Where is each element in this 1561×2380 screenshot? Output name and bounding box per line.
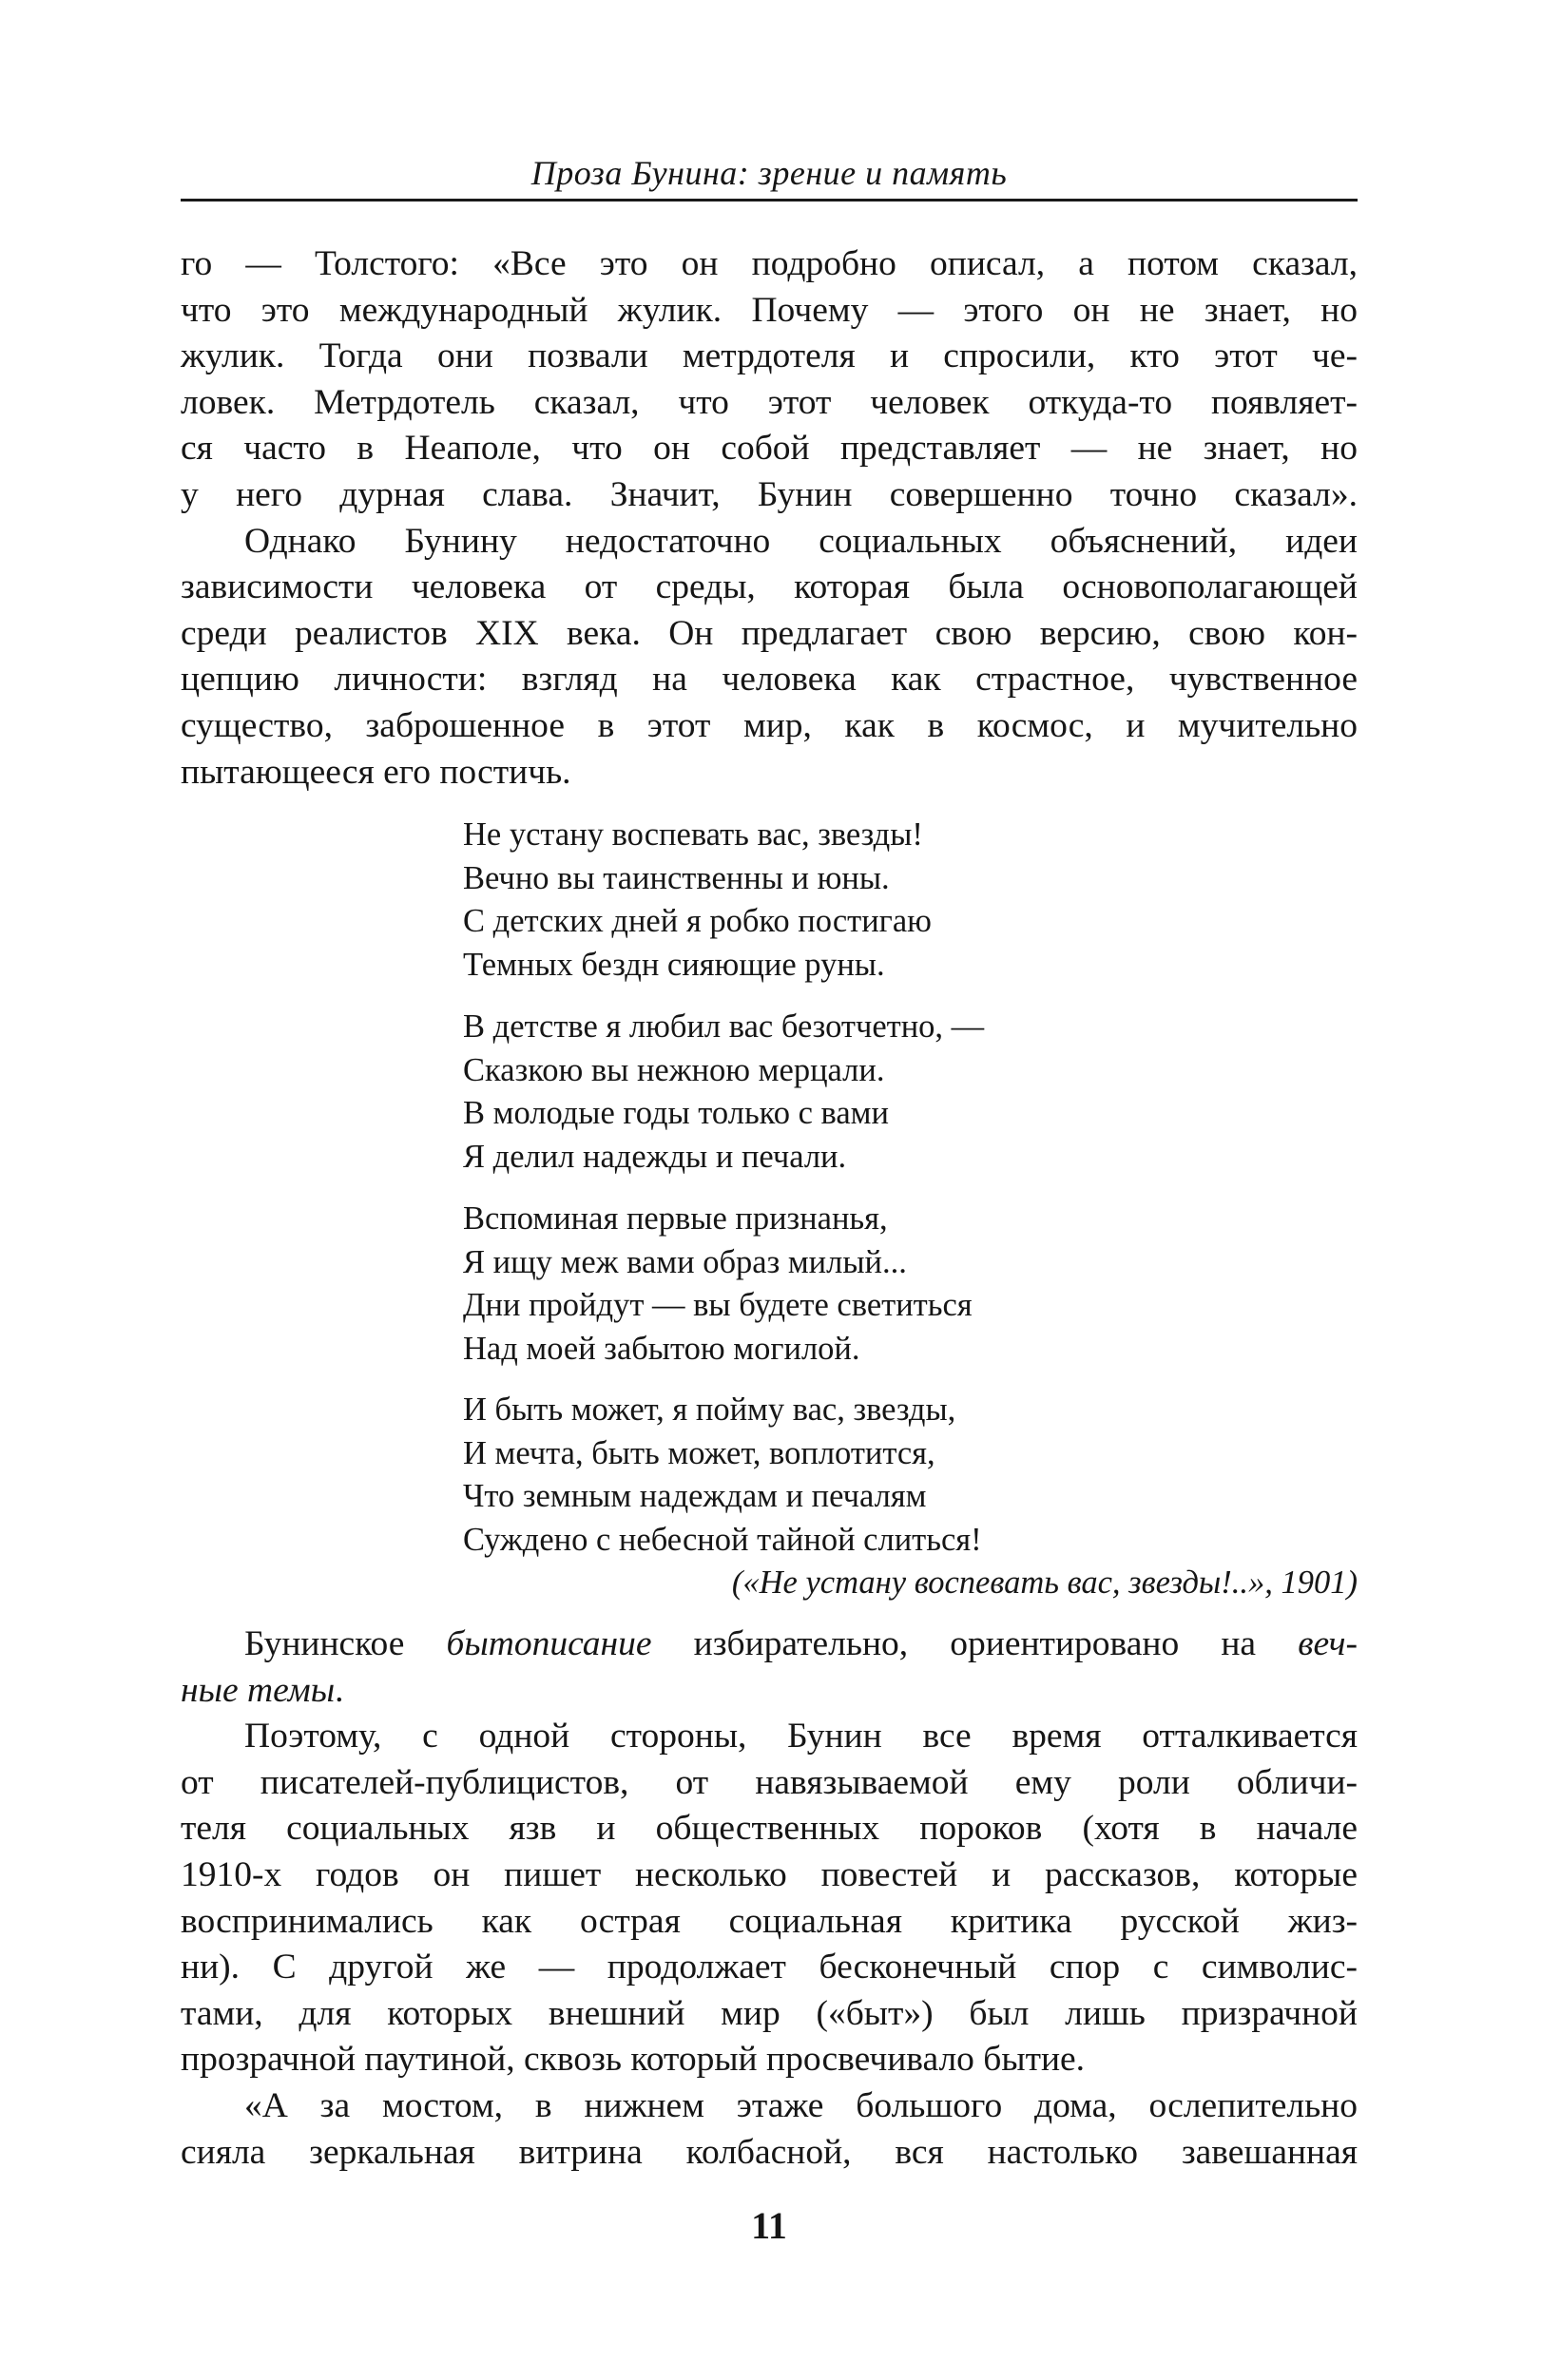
text-line: существо, заброшенное в этот мир, как в космос, и мучительно — [181, 705, 1358, 745]
poem-line: Суждено с небесной тайной слиться! — [463, 1521, 982, 1558]
text-run: Бунинское — [244, 1624, 447, 1663]
poem-stanza-2 — [463, 1006, 1358, 1179]
poem-stanza-3 — [463, 1198, 1358, 1371]
running-head: Проза Бунина: зрение и память — [530, 154, 1008, 192]
text-line: воспринимались как острая социальная критика русской жиз- — [181, 1901, 1358, 1941]
header-rule — [181, 199, 1358, 202]
poem-line: В молодые годы только с вами — [463, 1095, 889, 1131]
text-line: го — Толстого: «Все это он подробно описал, а потом сказал, — [181, 244, 1358, 283]
body-text-top — [181, 241, 1358, 796]
poem-line: Вечно вы таинственны и юны. — [463, 859, 890, 896]
text-line: Поэтому, с одной стороны, Бунин все время отталкивается — [244, 1717, 1358, 1756]
text-line: цепцию личности: взгляд на человека как страстное, чувственное — [181, 660, 1358, 700]
text-line: ся часто в Неаполе, что он собой представляет — не знает, но — [181, 429, 1358, 469]
body-text-bottom — [181, 1622, 1358, 2176]
poem-attribution: («Не устану воспевать вас, звезды!..», 1901) — [731, 1564, 1358, 1601]
poem-line: Дни пройдут — вы будете светиться — [463, 1287, 973, 1323]
poem-line: Сказкою вы нежною мерцали. — [463, 1051, 885, 1088]
poem-line: Я ищу меж вами образ милый... — [463, 1243, 907, 1280]
poem-line: Вспоминая первые признанья, — [463, 1200, 888, 1237]
emphasis-temy: ные темы — [181, 1670, 336, 1710]
poem-line: Над моей забытою могилой. — [463, 1330, 860, 1367]
text-line: от писателей-публицистов, от навязываемой ему роли обличи- — [181, 1762, 1358, 1802]
poem-stanza-4 — [463, 1389, 1358, 1605]
text-line: тами, для которых внешний мир («быт») был лишь призрачной — [181, 1993, 1358, 2033]
text-line: у него дурная слава. Значит, Бунин совершенно точно сказал». — [181, 474, 1358, 514]
emphasis-bytopisanie: бытописание — [446, 1624, 652, 1663]
text-line: ни). С другой же — продолжает бесконечный спор с символис- — [181, 1948, 1358, 1987]
poem-line: Не устану воспевать вас, звезды! — [463, 816, 923, 853]
poem-line: Темных бездн сияющие руны. — [463, 946, 885, 983]
text-line — [181, 1622, 1358, 1668]
page-number: 11 — [751, 2204, 787, 2247]
poem-line: В детстве я любил вас безотчетно, — — [463, 1008, 985, 1045]
text-line: жулик. Тогда они позвали метрдотеля и спросили, кто этот че- — [181, 336, 1358, 376]
text-line: теля социальных язв и общественных пороков (хотя в начале — [181, 1809, 1358, 1849]
emphasis-vechnye: веч- — [1298, 1624, 1358, 1663]
text-line: прозрачной паутиной, сквозь который просвечивало бытие. — [181, 2040, 1086, 2080]
text-line: пытающееся его постичь. — [181, 752, 571, 792]
text-line: Однако Бунину недостаточно социальных объяснений, идеи — [244, 521, 1358, 561]
text-line: ловек. Метрдотель сказал, что этот человек откуда-то появляет- — [181, 382, 1358, 422]
text-run: избирательно, ориентировано на — [651, 1624, 1299, 1663]
text-line: «А за мостом, в нижнем этаже большого дома, ослепительно — [244, 2085, 1358, 2125]
text-line: сияла зеркальная витрина колбасной, вся настолько завешанная — [181, 2132, 1358, 2172]
poem-line: И мечта, быть может, воплотится, — [463, 1434, 935, 1471]
poem-line: С детских дней я робко постигаю — [463, 903, 932, 939]
text-line: 1910-х годов он пишет несколько повестей и рассказов, которые — [181, 1854, 1358, 1894]
poem-line: И быть может, я пойму вас, звезды, — [463, 1392, 956, 1428]
text-line — [181, 1668, 1358, 1715]
poem-stanza-1 — [463, 814, 1358, 987]
text-line: зависимости человека от среды, которая была основополагающей — [181, 567, 1358, 607]
text-run: . — [335, 1670, 344, 1710]
text-line: что это международный жулик. Почему — этого он не знает, но — [181, 290, 1358, 330]
text-line: среди реалистов XIX века. Он предлагает свою версию, свою кон- — [181, 613, 1358, 653]
poem-line: Я делил надежды и печали. — [463, 1138, 847, 1175]
poem-line: Что земным надеждам и печалям — [463, 1478, 927, 1514]
